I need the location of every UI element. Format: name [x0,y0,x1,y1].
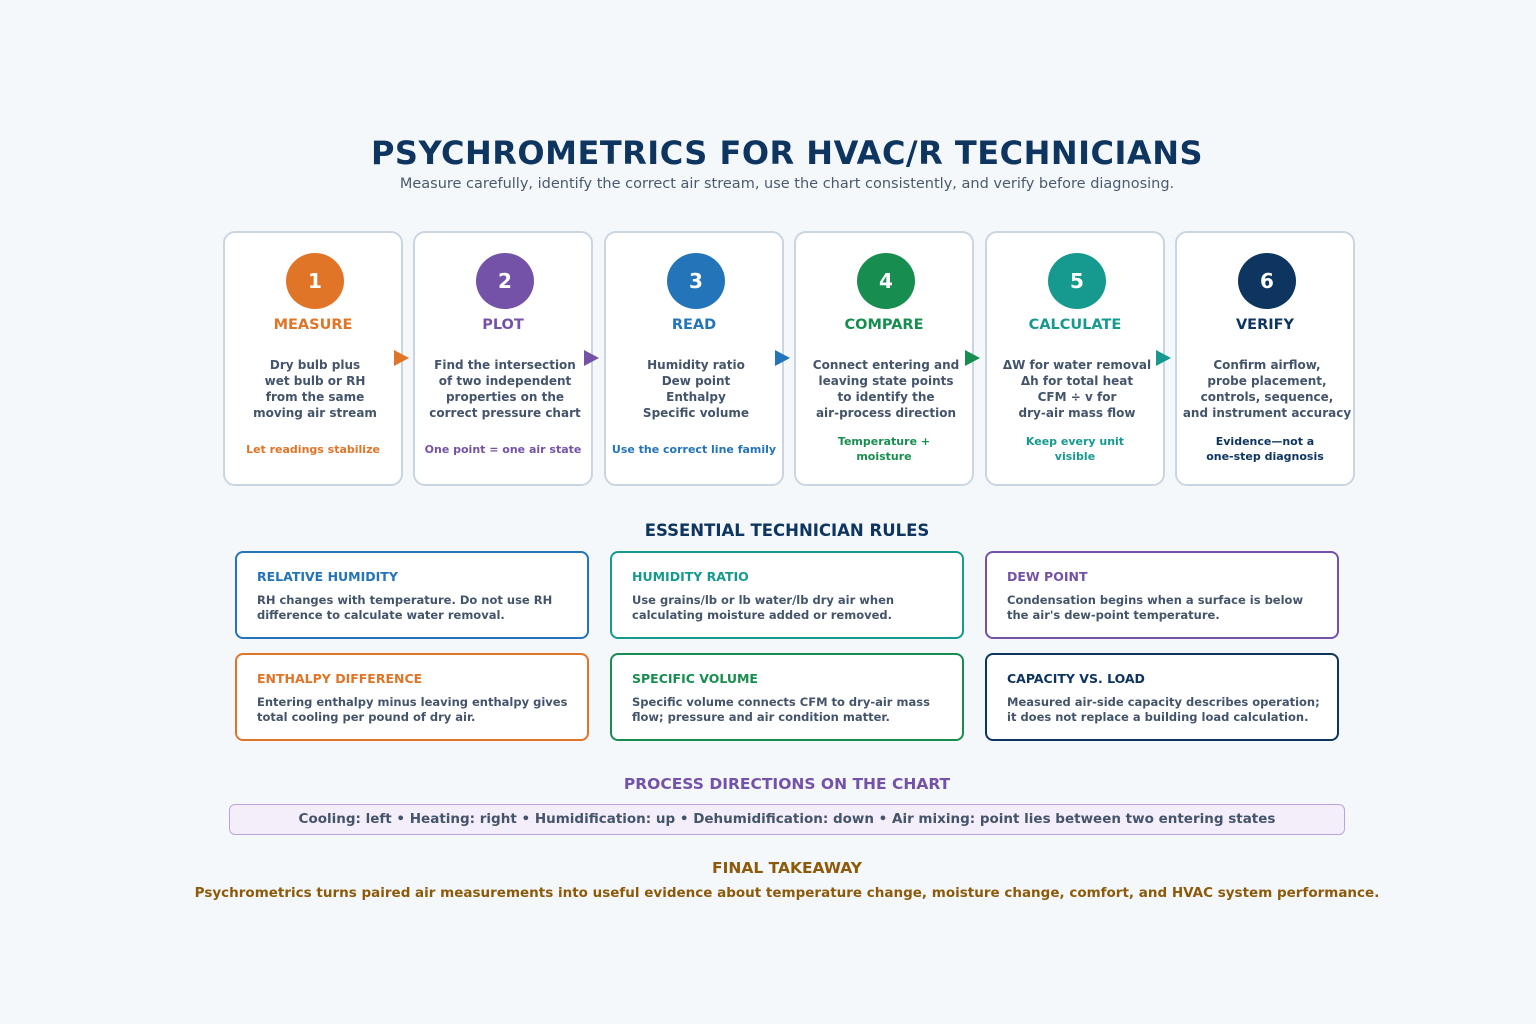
rule-title: SPECIFIC VOLUME [632,671,758,686]
rule-title: HUMIDITY RATIO [632,569,749,584]
step-note-line: Evidence—not a [1215,435,1315,448]
page-subtitle: Measure carefully, identify the correct air stream, use the chart consistently, and verify before diagnosing. [399,176,1175,192]
rule-title: ENTHALPY DIFFERENCE [257,671,423,686]
step-description-line: properties on the [445,390,565,404]
rule-text-line: total cooling per pound of dry air. [257,710,476,724]
step-number-badge: 1 [286,253,344,309]
process-directions-bar: Cooling: left • Heating: right • Humidification: up • Dehumidification: down • Air mixing: point lies between two entering states [229,804,1345,835]
step-number-badge: 5 [1048,253,1106,309]
step-description-line: Dew point [661,374,731,388]
step-number-badge: 3 [667,253,725,309]
step-description-line: and instrument accuracy [1182,406,1352,420]
step-description [602,357,790,421]
step-description-line: Find the intersection [434,358,576,372]
step-note-line: visible [1054,450,1096,463]
rule-card-specific-volume [610,653,964,741]
rule-text-line: flow; pressure and air condition matter. [632,710,890,724]
rule-text [257,593,593,623]
step-description-line: controls, sequence, [1200,390,1334,404]
rule-title: RELATIVE HUMIDITY [257,569,398,584]
step-note-line: Keep every unit [1025,435,1125,448]
rule-card-enthalpy-difference [235,653,589,741]
step-title: READ [671,317,717,333]
step-description-line: CFM ÷ v for [1037,390,1117,404]
step-description-line: wet bulb or RH [264,374,366,388]
step-arrow-icon [965,350,980,366]
step-description [221,357,409,421]
rule-text-line: difference to calculate water removal. [257,608,505,622]
rules-heading: ESSENTIAL TECHNICIAN RULES [644,521,930,540]
rule-card-capacity-vs-load [985,653,1339,741]
step-description-line: leaving state points [818,374,954,388]
step-description-line: dry-air mass flow [1018,406,1136,420]
step-card-compare [794,231,974,486]
step-note-line: Temperature + [837,435,931,448]
process-heading: PROCESS DIRECTIONS ON THE CHART [623,775,951,793]
rule-text-line: Condensation begins when a surface is below [1007,593,1304,607]
step-description-line: ΔW for water removal [1002,358,1152,372]
rule-card-relative-humidity [235,551,589,639]
step-card-read [604,231,784,486]
rule-text-line: it does not replace a building load calculation. [1007,710,1309,724]
rule-card-humidity-ratio [610,551,964,639]
step-number-badge: 6 [1238,253,1296,309]
rule-title: CAPACITY VS. LOAD [1007,671,1145,686]
step-note-text [612,442,776,457]
step-card-verify [1175,231,1355,486]
step-description-line: Confirm airflow, [1213,358,1321,372]
step-title: CALCULATE [1028,317,1122,333]
rule-text [632,593,968,623]
step-description-line: air-process direction [815,406,957,420]
rule-text-line: calculating moisture added or removed. [632,608,893,622]
step-title: COMPARE [844,317,924,333]
step-note-line: one-step diagnosis [1206,450,1324,463]
step-note-text [1206,434,1324,464]
step-note-text [246,442,380,457]
rule-text-line: Use grains/lb or lb water/lb dry air when [632,593,895,607]
step-number-badge: 4 [857,253,915,309]
step-note-line: One point = one air state [424,442,582,456]
step-card-plot [413,231,593,486]
step-arrow-icon [1156,350,1171,366]
step-description-line: of two independent [438,374,572,388]
step-description [411,357,599,421]
rule-title: DEW POINT [1007,569,1088,584]
step-card-calculate [985,231,1165,486]
step-arrow-icon [584,350,599,366]
step-note-line: moisture [856,450,912,463]
rule-text-line: RH changes with temperature. Do not use RH [257,593,553,607]
step-description-line: probe placement, [1207,374,1327,388]
rule-card-dew-point [985,551,1339,639]
rule-text [1007,593,1343,623]
step-description [1173,357,1361,421]
step-description-line: Dry bulb plus [269,358,361,372]
takeaway-heading: FINAL TAKEAWAY [712,859,862,877]
rule-text [632,695,968,725]
rule-text [1007,695,1343,725]
step-description-line: Specific volume [642,406,750,420]
rule-text-line: Entering enthalpy minus leaving enthalpy gives [257,695,568,709]
page-title: PSYCHROMETRICS FOR HVAC/R TECHNICIANS [370,134,1204,172]
step-description-line: moving air stream [253,406,377,420]
takeaway-text: Psychrometrics turns paired air measurements into useful evidence about temperature change, moisture change, comfort, and HVAC system performance. [194,885,1380,901]
step-arrow-icon [775,350,790,366]
step-arrow-icon [394,350,409,366]
step-description-line: correct pressure chart [429,406,581,420]
step-description-line: Δh for total heat [1020,374,1134,388]
step-card-measure [223,231,403,486]
step-note-line: Let readings stabilize [246,442,380,456]
step-description-line: Connect entering and [812,358,960,372]
rule-text-line: Measured air-side capacity describes operation; [1007,695,1320,709]
step-description [792,357,980,421]
step-description-line: Enthalpy [666,390,726,404]
step-note-text [425,442,582,457]
rule-text-line: the air's dew-point temperature. [1007,608,1220,622]
step-description-line: to identify the [837,390,935,404]
step-description-line: from the same [265,390,365,404]
step-note-text [1026,434,1124,464]
step-note-line: Use the correct line family [611,442,777,456]
step-title: MEASURE [273,317,353,333]
step-number-badge: 2 [476,253,534,309]
rule-text-line: Specific volume connects CFM to dry-air mass [632,695,930,709]
step-title: VERIFY [1235,317,1295,333]
step-title: PLOT [482,317,524,333]
step-description-line: Humidity ratio [647,358,745,372]
rule-text [257,695,593,725]
step-description [983,357,1171,421]
step-note-text [838,434,930,464]
